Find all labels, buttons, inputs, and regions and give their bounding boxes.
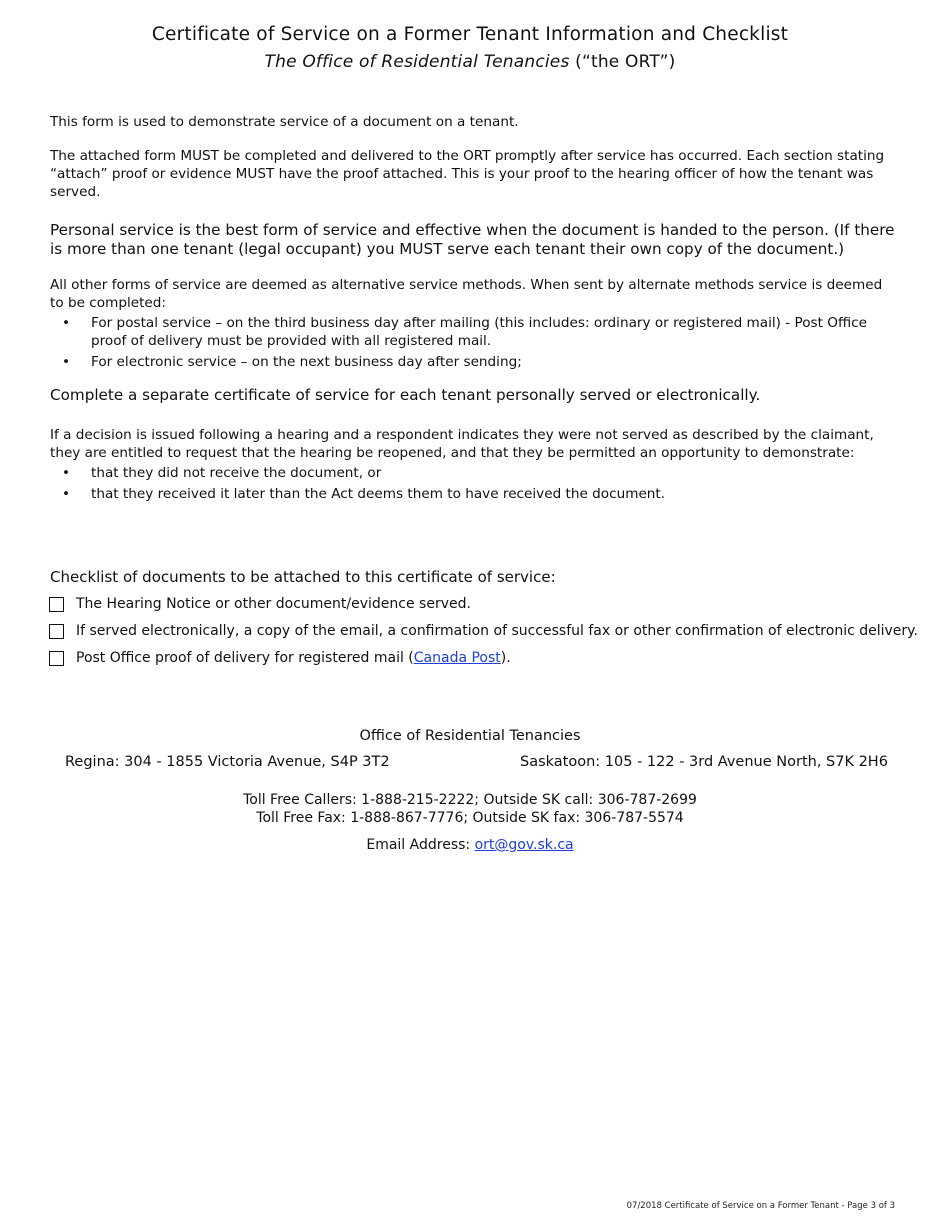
page-subtitle	[0, 52, 940, 72]
list-item-text: For postal service – on the third business day after mailing (this includes: ordinary or registered mail) - Post Office proof of delivery must be provided with all registered mail.	[91, 315, 867, 349]
checkbox-electronic-proof[interactable]	[49, 624, 64, 639]
subtitle-office-name: The Office of Residential Tenancies	[264, 52, 570, 72]
list-item-text: that they received it later than the Act deems them to have received the document.	[91, 486, 666, 502]
list-item-text: that they did not receive the document, or	[91, 465, 382, 481]
bullet-glyph: •	[62, 465, 71, 481]
bullet-glyph: •	[62, 315, 71, 331]
bullet-glyph: •	[62, 486, 71, 502]
reopen-hearing-paragraph: If a decision is issued following a hearing and a respondent indicates they were not served as described by the claimant, they are entitled to request that the hearing be reopened, and that they be permitted an opportunity to demonstrate:	[50, 427, 874, 461]
fax-numbers: Toll Free Fax: 1-888-867-7776; Outside SK fax: 306-787-5574	[256, 810, 684, 826]
reopen-hearing-list	[50, 464, 900, 506]
page-footer: 07/2018 Certificate of Service on a Former Tenant - Page 3 of 3	[626, 1201, 895, 1211]
checklist-item-post-office-proof	[49, 650, 511, 666]
checklist-heading: Checklist of documents to be attached to this certificate of service:	[50, 568, 556, 586]
phone-numbers: Toll Free Callers: 1-888-215-2222; Outside SK call: 306-787-2699	[243, 792, 697, 808]
checkbox-post-office-proof[interactable]	[49, 651, 64, 666]
checklist-item-label: The Hearing Notice or other document/evidence served.	[76, 596, 471, 612]
checklist-item-label: If served electronically, a copy of the email, a confirmation of successful fax or other confirmation of electronic delivery.	[76, 623, 918, 639]
checklist-item-label	[76, 650, 511, 666]
intro-paragraph-2: The attached form MUST be completed and delivered to the ORT promptly after service has occurred. Each section stating “attach” proof or evidence MUST have the proof attached. This is your proof to the hearing officer of how the tenant was served.	[50, 148, 885, 200]
list-item	[50, 485, 900, 503]
office-name: Office of Residential Tenancies	[359, 728, 581, 744]
page-title: Certificate of Service on a Former Tenant Information and Checklist	[151, 24, 789, 45]
list-item	[50, 353, 900, 371]
checklist-item-prefix: Post Office proof of delivery for registered mail (	[76, 650, 414, 666]
regina-address: Regina: 304 - 1855 Victoria Avenue, S4P 3T2	[65, 754, 390, 770]
list-item-text: For electronic service – on the next business day after sending;	[91, 354, 522, 370]
canada-post-link[interactable]: Canada Post	[413, 650, 501, 666]
separate-certificate-paragraph: Complete a separate certificate of service for each tenant personally served or electronically.	[50, 386, 761, 404]
email-label: Email Address:	[366, 837, 475, 853]
alternative-service-list	[50, 314, 900, 374]
checklist-item-electronic-proof	[49, 623, 918, 639]
bullet-glyph: •	[62, 354, 71, 370]
email-line	[0, 836, 940, 854]
checkbox-hearing-notice[interactable]	[49, 597, 64, 612]
saskatoon-address: Saskatoon: 105 - 122 - 3rd Avenue North, S7K 2H6	[520, 754, 888, 770]
checklist-item-suffix: ).	[500, 650, 511, 666]
subtitle-abbrev: (“the ORT”)	[569, 52, 676, 72]
personal-service-paragraph: Personal service is the best form of service and effective when the document is handed to the person. (If there is more than one tenant (legal occupant) you MUST serve each tenant their own copy of the document.)	[50, 221, 895, 258]
email-link[interactable]: ort@gov.sk.ca	[474, 837, 574, 853]
intro-paragraph-1: This form is used to demonstrate service of a document on a tenant.	[50, 114, 519, 130]
list-item	[50, 464, 900, 482]
checklist-item-hearing-notice	[49, 596, 471, 612]
list-item	[50, 314, 900, 350]
alternative-service-paragraph: All other forms of service are deemed as alternative service methods. When sent by alternate methods service is deemed to be completed:	[50, 277, 883, 311]
